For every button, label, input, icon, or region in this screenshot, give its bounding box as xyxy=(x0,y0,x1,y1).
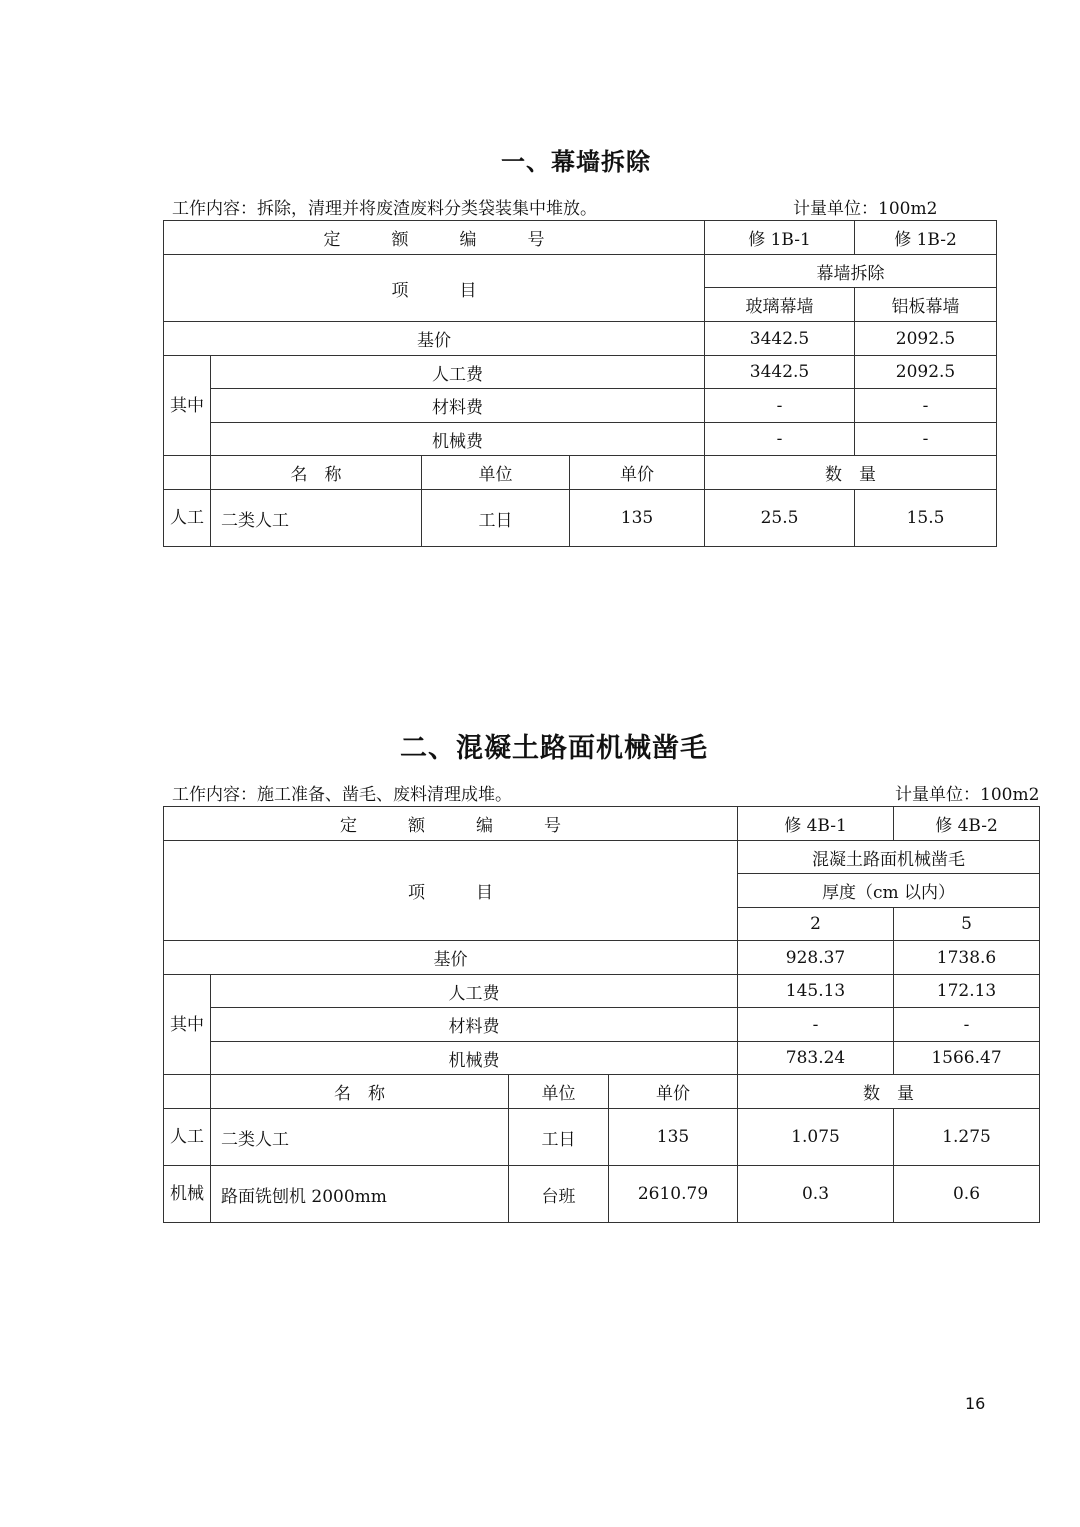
section1-table xyxy=(163,220,997,547)
col-header-unit: 单位 xyxy=(509,1075,609,1109)
breakdown-value: - xyxy=(855,423,997,456)
row-name: 二类人工 xyxy=(211,1109,509,1166)
base-price-2: 2092.5 xyxy=(855,322,997,356)
section2-table xyxy=(163,806,1040,1223)
base-price-label: 基价 xyxy=(164,322,705,356)
breakdown-value: 2092.5 xyxy=(855,356,997,389)
row-category: 机械 xyxy=(164,1166,211,1223)
breakdown-value: - xyxy=(738,1008,894,1042)
row-category: 人工 xyxy=(164,1109,211,1166)
table-row xyxy=(164,1166,1040,1223)
among-label: 其中 xyxy=(164,975,211,1075)
base-price-label: 基价 xyxy=(164,941,738,975)
breakdown-value: 145.13 xyxy=(738,975,894,1008)
section1-title: 一、幕墙拆除 xyxy=(501,148,651,176)
group-label: 幕墙拆除 xyxy=(705,255,997,288)
breakdown-value: 3442.5 xyxy=(705,356,855,389)
code-2: 修 1B-2 xyxy=(855,221,997,255)
row-name: 路面铣刨机 2000mm xyxy=(211,1166,509,1223)
code-2: 修 4B-2 xyxy=(894,807,1040,841)
section2-work-content: 工作内容：施工准备、凿毛、废料清理成堆。 xyxy=(172,785,512,805)
table-row xyxy=(164,1109,1040,1166)
breakdown-value: 172.13 xyxy=(894,975,1040,1008)
row-category: 人工 xyxy=(164,490,211,547)
breakdown-label: 材料费 xyxy=(211,389,705,423)
breakdown-label: 机械费 xyxy=(211,1042,738,1075)
row-price: 135 xyxy=(609,1109,738,1166)
col-header-unit: 单位 xyxy=(422,456,570,490)
row-qty-2: 1.275 xyxy=(894,1109,1040,1166)
breakdown-value: - xyxy=(894,1008,1040,1042)
col-header-name: 名 称 xyxy=(211,456,422,490)
row-qty-1: 1.075 xyxy=(738,1109,894,1166)
section2-title: 二、混凝土路面机械凿毛 xyxy=(400,733,708,764)
sub-label-1: 玻璃幕墙 xyxy=(705,288,855,322)
col-header-qty: 数 量 xyxy=(738,1075,1040,1109)
code-1: 修 1B-1 xyxy=(705,221,855,255)
page-number: 16 xyxy=(965,1394,986,1413)
group-label: 混凝土路面机械凿毛 xyxy=(738,841,1040,874)
breakdown-label: 人工费 xyxy=(211,975,738,1008)
breakdown-value: - xyxy=(705,423,855,456)
breakdown-value: - xyxy=(855,389,997,423)
blank-cell xyxy=(164,1075,211,1109)
sub-title-label: 厚度（cm 以内） xyxy=(738,874,1040,908)
row-qty-1: 25.5 xyxy=(705,490,855,547)
sub-label-2: 铝板幕墙 xyxy=(855,288,997,322)
blank-cell xyxy=(164,456,211,490)
among-label: 其中 xyxy=(164,356,211,456)
row-qty-2: 0.6 xyxy=(894,1166,1040,1223)
base-price-2: 1738.6 xyxy=(894,941,1040,975)
row-price: 2610.79 xyxy=(609,1166,738,1223)
col-header-name: 名 称 xyxy=(211,1075,509,1109)
breakdown-label: 人工费 xyxy=(211,356,705,389)
section1-unit: 计量单位：100m2 xyxy=(793,199,938,219)
row-name: 二类人工 xyxy=(211,490,422,547)
breakdown-value: - xyxy=(705,389,855,423)
code-label: 定 额 编 号 xyxy=(164,221,705,255)
row-qty-2: 15.5 xyxy=(855,490,997,547)
code-1: 修 4B-1 xyxy=(738,807,894,841)
breakdown-label: 机械费 xyxy=(211,423,705,456)
item-label: 项 目 xyxy=(164,841,738,941)
item-label: 项 目 xyxy=(164,255,705,322)
table-row xyxy=(164,490,997,547)
breakdown-value: 783.24 xyxy=(738,1042,894,1075)
row-unit: 工日 xyxy=(509,1109,609,1166)
base-price-1: 3442.5 xyxy=(705,322,855,356)
row-unit: 台班 xyxy=(509,1166,609,1223)
row-qty-1: 0.3 xyxy=(738,1166,894,1223)
code-label: 定 额 编 号 xyxy=(164,807,738,841)
row-unit: 工日 xyxy=(422,490,570,547)
breakdown-value: 1566.47 xyxy=(894,1042,1040,1075)
breakdown-label: 材料费 xyxy=(211,1008,738,1042)
section2-unit: 计量单位：100m2 xyxy=(895,785,1040,805)
row-price: 135 xyxy=(570,490,705,547)
col-header-qty: 数 量 xyxy=(705,456,997,490)
sub-label-1: 2 xyxy=(738,908,894,941)
sub-label-2: 5 xyxy=(894,908,1040,941)
col-header-price: 单价 xyxy=(570,456,705,490)
section1-work-content: 工作内容：拆除，清理并将废渣废料分类袋装集中堆放。 xyxy=(172,199,597,219)
col-header-price: 单价 xyxy=(609,1075,738,1109)
base-price-1: 928.37 xyxy=(738,941,894,975)
